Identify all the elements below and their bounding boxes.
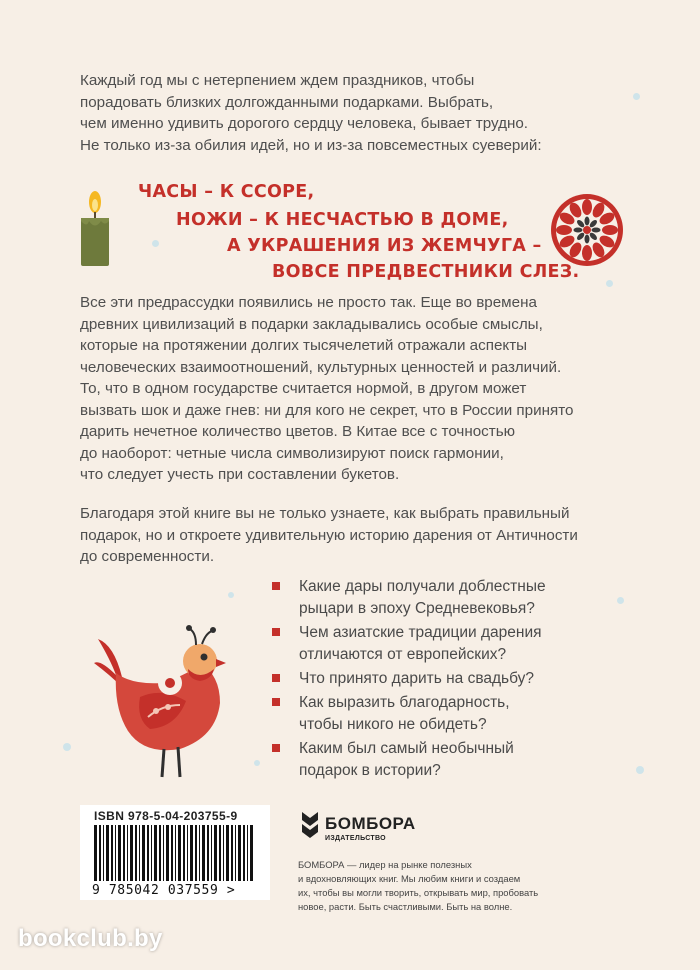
- question-text: Что принято дарить на свадьбу?: [299, 670, 535, 687]
- question-text: Как выразить благодарность, чтобы никого не обидеть?: [299, 694, 510, 733]
- bullet-icon: [272, 698, 280, 706]
- decor-dot: [636, 766, 644, 774]
- book-promise-paragraph: Благодаря этой книге вы не только узнаете, как выбрать правильный подарок, но и откроете удивительную историю дарения от Античности до современности.: [80, 505, 578, 565]
- decor-dot: [228, 592, 234, 598]
- publisher-description: БОМБОРА — лидер на рынке полезных и вдохновляющих книг. Мы любим книги и создаем их, чтобы вы могли творить, открывать мир, пробовать новое, расти. Быть счастливыми. Быть на волне.: [298, 859, 539, 912]
- decor-dot: [617, 597, 624, 604]
- mandala-icon: [549, 192, 625, 268]
- candle-icon: [75, 188, 115, 268]
- superstition-line: НОЖИ – К НЕСЧАСТЬЮ В ДОМЕ,: [176, 210, 509, 230]
- decor-dot: [152, 240, 159, 247]
- intro-paragraph: Каждый год мы с нетерпением ждем праздников, чтобы порадовать близких долгожданными подарками. Выбрать, чем именно удивить дорогого сердцу человека, бывает трудно. Не только из-за обилия идей, но и из-за повсеместных суеверий:: [80, 72, 542, 154]
- watermark: bookclub.by: [18, 925, 163, 952]
- question-text: Чем азиатские традиции дарения отличаются от европейских?: [299, 624, 542, 663]
- barcode-block: [80, 805, 270, 900]
- barcode-icon: [94, 825, 254, 883]
- question-text: Какие дары получали доблестные рыцари в эпоху Средневековья?: [299, 578, 546, 617]
- superstition-line: А УКРАШЕНИЯ ИЗ ЖЕМЧУГА –: [227, 236, 542, 256]
- isbn-label: ISBN 978-5-04-203755-9: [94, 809, 238, 823]
- superstition-line: ВОВСЕ ПРЕДВЕСТНИКИ СЛЕЗ.: [272, 262, 580, 282]
- bullet-icon: [272, 674, 280, 682]
- publisher-subtitle: ИЗДАТЕЛЬСТВО: [325, 835, 386, 842]
- bird-illustration: [92, 625, 242, 785]
- history-paragraph: Все эти предрассудки появились не просто так. Еще во времена древних цивилизаций в подарки закладывались особые смыслы, которые на протяжении долгих тысячелетий отражали аспекты человеческих взаимоотношений, культурных ценностей и различий. То, что в одном государстве считается нормой, в другом может вызвать шок и даже гнев: ни для кого не секрет, что в России принято дарить нечетное количество цветов. В Китае все с точностью до наоборот: четные числа символизируют поиск гармонии, что следует учесть при составлении букетов.: [80, 294, 574, 483]
- bombora-logo-icon: [298, 810, 322, 840]
- barcode-digits: 9 785042 037559 >: [92, 883, 236, 898]
- decor-dot: [254, 760, 260, 766]
- bullet-icon: [272, 628, 280, 636]
- bullet-icon: [272, 744, 280, 752]
- decor-dot: [606, 280, 613, 287]
- superstition-line: ЧАСЫ – К ССОРЕ,: [138, 182, 315, 202]
- bullet-icon: [272, 582, 280, 590]
- decor-dot: [63, 743, 71, 751]
- question-text: Каким был самый необычный подарок в истории?: [299, 740, 514, 779]
- publisher-name: БОМБОРА: [325, 814, 416, 833]
